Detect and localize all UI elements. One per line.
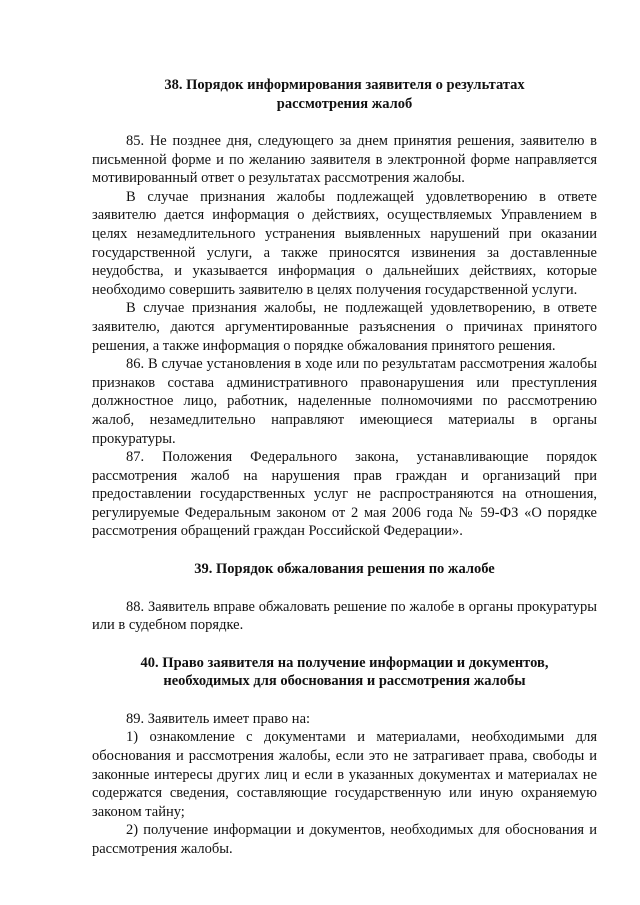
section-40-title-line1: 40. Право заявителя на получение информации и документов, (140, 654, 549, 671)
section-39-title-line1: 39. Порядок обжалования решения по жалобе (194, 561, 495, 578)
paragraph-86: 86. В случае установления в ходе или по результатам рассмотрения жалобы признаков состава административного правонарушения или преступления должностное лицо, работник, наделенные полномочиями по рассмотрению жалоб, незамедлительно направляют имеющиеся материалы в органы прокуратуры. (92, 356, 597, 447)
paragraph-85-satisfied: В случае признания жалобы подлежащей удовлетворению в ответе заявителю дается информация о действиях, осуществляемых Управлением в целях незамедлительного устранения выявленных нарушений при оказании государственной услуги, а также приносятся извинения за доставленные неудобства, и указывается информация о дальнейших действиях, которые необходимо совершить заявителю в целях получения государственной услуги. (92, 188, 597, 298)
paragraph-89-item-1: 1) ознакомление с документами и материалами, необходимыми для обоснования и рассмотрения жалобы, если это не затрагивает права, свободы и законные интересы других лиц и если в указанных документах и материалах не содержатся сведения, составляющие государственную или иную охраняемую законом тайну; (92, 729, 597, 820)
document-page (92, 76, 597, 859)
section-38-title (92, 76, 597, 113)
section-38-title-line1: 38. Порядок информирования заявителя о результатах (164, 77, 525, 93)
section-40-title-line2: необходимых для обоснования и рассмотрения жалобы (163, 673, 526, 690)
paragraph-89-item-2: 2) получение информации и документов, необходимых для обоснования и рассмотрения жалобы. (92, 822, 597, 857)
paragraph-85-rejected: В случае признания жалобы, не подлежащей удовлетворению, в ответе заявителю, даются аргументированные разъяснения о причинах принятого решения, а также информация о порядке обжалования принятого решения. (92, 300, 597, 354)
section-38-title-line2: рассмотрения жалоб (276, 95, 413, 112)
section-39-title (92, 560, 597, 579)
paragraph-87: 87. Положения Федерального закона, устанавливающие порядок рассмотрения жалоб на нарушения прав граждан и организаций при предоставлении государственных услуг не распространяются на отношения, регулируемые Федеральным законом от 2 мая 2006 года № 59-ФЗ «О порядке рассмотрения обращений граждан Российской Федерации». (92, 449, 597, 540)
section-40-title (92, 654, 597, 691)
paragraph-85: 85. Не позднее дня, следующего за днем принятия решения, заявителю в письменной форме и по желанию заявителя в электронной форме направляется мотивированный ответ о результатах рассмотрения жалобы. (92, 133, 597, 187)
paragraph-89: 89. Заявитель имеет право на: (126, 710, 311, 727)
paragraph-88: 88. Заявитель вправе обжаловать решение по жалобе в органы прокуратуры или в судебном порядке. (92, 598, 597, 634)
